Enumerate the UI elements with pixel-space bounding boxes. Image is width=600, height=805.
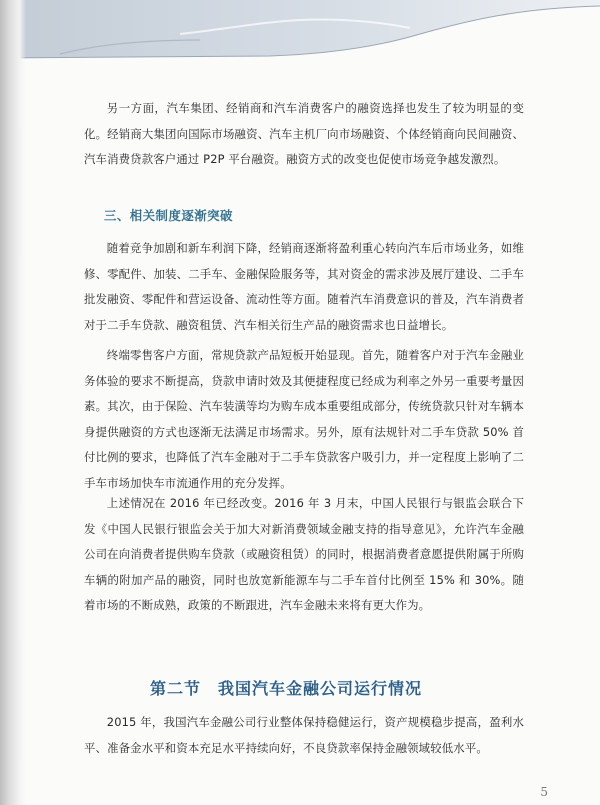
chapter-heading: 第二节 我国汽车金融公司运行情况 [150, 679, 423, 698]
paragraph-text: 上述情况在 2016 年已经改变。2016 年 3 月末，中国人民银行与银监会联合下发《中国人民银行银监会关于加大对新消费领域金融支持的指导意见》，允许汽车金融公司在向消费者提供购车贷款（或融资租赁）的同时，根据消费者意愿提供附属于所购车辆的附加产品的融资，同时也放宽新能源车与二手车首付比例至 15% 和 30%。随着市场的不断成熟，政策的不断跟进，汽车金融未来将有更大作为。 [84, 496, 524, 613]
page-binding-shadow [0, 0, 26, 805]
paragraph-2015-overview [84, 710, 524, 761]
page-number: 5 [540, 785, 548, 799]
paragraph-text: 另一方面，汽车集团、经销商和汽车消费客户的融资选择也发生了较为明显的变化。经销商大集团向国际市场融资、汽车主机厂向市场融资、个体经销商向民间融资、汽车消费贷款客户通过 P2P 平台融资。融资方式的改变也促使市场竞争越发激烈。 [84, 101, 524, 167]
section-heading: 三、相关制度逐渐突破 [104, 208, 233, 223]
paragraph-text: 2015 年，我国汽车金融公司行业整体保持稳健运行，资产规模稳步提高，盈利水平、准备金水平和资本充足水平持续向好，不良贷款率保持金融领域较低水平。 [84, 715, 524, 755]
paragraph-aftermarket [84, 236, 524, 338]
paragraph-text: 随着竞争加剧和新车利润下降，经销商逐渐将盈利重心转向汽车后市场业务，如维修、零配件、加装、二手车、金融保险服务等，其对资金的需求涉及展厅建设、二手车批发融资、零配件和营运设备、流动性等方面。随着汽车消费意识的普及，汽车消费者对于二手车贷款、融资租赁、汽车相关衍生产品的融资需求也日益增长。 [84, 241, 524, 332]
car-silhouette-icon [0, 0, 600, 92]
paragraph-text: 终端零售客户方面，常规贷款产品短板开始显现。首先，随着客户对于汽车金融业务体验的要求不断提高，贷款申请时效及其便捷程度已经成为利率之外另一重要考量因素。其次，由于保险、汽车装潢等均为购车成本重要组成部分，传统贷款只针对车辆本身提供融资的方式也逐渐无法满足市场需求。另外，原有法规针对二手车贷款 50% 首付比例的要求，也降低了汽车金融对于二手车贷款客户吸引力，并一定程度上影响了二手车市场加快车市流通作用的充分发挥。 [84, 348, 524, 490]
paragraph-retail-customers [84, 343, 524, 497]
paragraph-financing-choices [84, 96, 524, 173]
paragraph-policy-change [84, 491, 524, 619]
